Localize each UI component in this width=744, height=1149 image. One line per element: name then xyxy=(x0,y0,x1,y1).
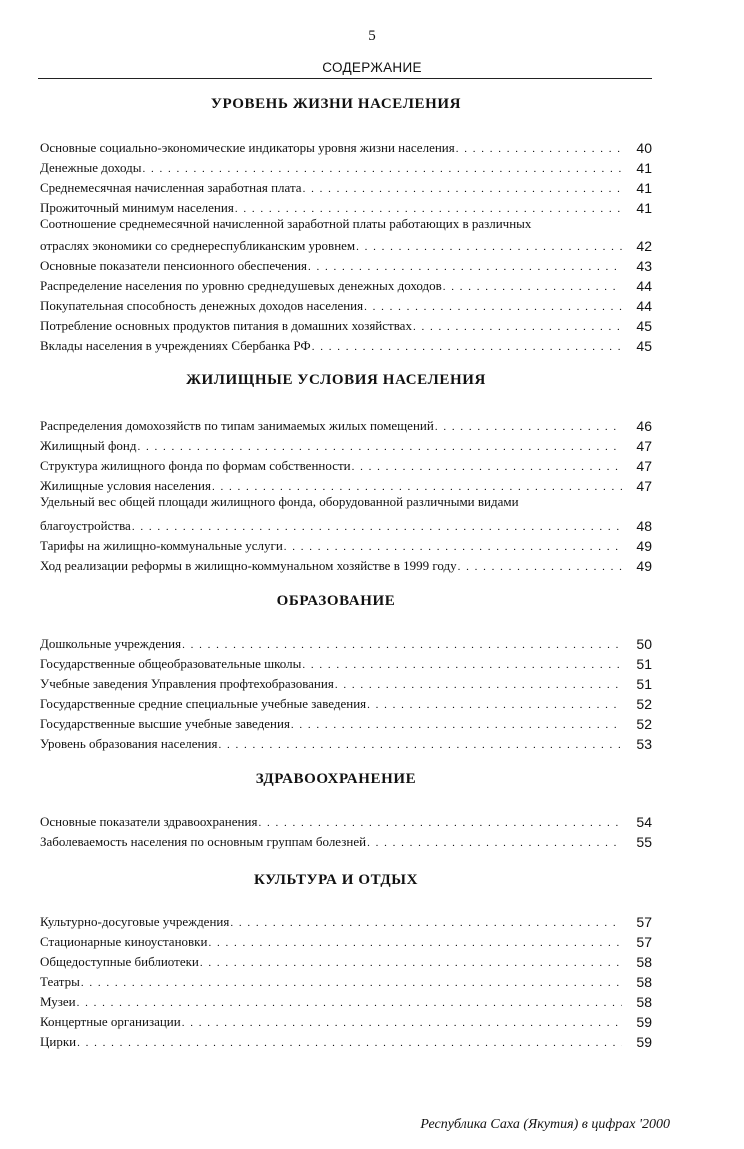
toc-entry[interactable] xyxy=(40,196,652,216)
contents-title: СОДЕРЖАНИЕ xyxy=(322,60,422,75)
toc-entry[interactable] xyxy=(40,732,652,752)
toc-entry-page: 41 xyxy=(636,160,652,176)
dot-leader xyxy=(302,658,622,672)
section-heading-housing: ЖИЛИЩНЫЕ УСЛОВИЯ НАСЕЛЕНИЯ xyxy=(186,372,486,388)
toc-entry[interactable] xyxy=(40,810,652,830)
dot-leader xyxy=(218,738,622,752)
toc-entry-title: Заболеваемость населения по основным группам болезней xyxy=(40,834,367,849)
toc-entry[interactable] xyxy=(40,156,652,176)
toc-entry[interactable] xyxy=(40,414,652,434)
toc-entry-title: Среднемесячная начисленная заработная плата xyxy=(40,180,302,195)
toc-entry[interactable] xyxy=(40,1010,652,1030)
toc-entry-page: 46 xyxy=(636,418,652,434)
toc-entry-title: Концертные организации xyxy=(40,1014,181,1029)
toc-entry-page: 58 xyxy=(636,974,652,990)
toc-entry-title: Театры xyxy=(40,974,80,989)
toc-entry-page: 47 xyxy=(636,458,652,474)
toc-entry-page: 57 xyxy=(636,914,652,930)
dot-leader xyxy=(443,280,622,294)
toc-entry-page: 52 xyxy=(636,716,652,732)
toc-entry-title: Структура жилищного фонда по формам собственности xyxy=(40,458,351,473)
toc-entry-page: 41 xyxy=(636,180,652,196)
toc-entry[interactable] xyxy=(40,234,652,254)
toc-entry-page: 45 xyxy=(636,318,652,334)
toc-entry-title: Государственные средние специальные учебные заведения xyxy=(40,696,367,711)
section-heading-education: ОБРАЗОВАНИЕ xyxy=(276,593,396,609)
dot-leader xyxy=(335,678,622,692)
footer-publication: Республика Саха (Якутия) в цифрах '2000 xyxy=(420,1117,670,1132)
toc-entry-page: 49 xyxy=(636,558,652,574)
dot-leader xyxy=(137,440,622,454)
toc-entry[interactable] xyxy=(40,534,652,554)
dot-leader xyxy=(182,1016,622,1030)
toc-entry[interactable] xyxy=(40,554,652,574)
toc-entry[interactable] xyxy=(40,216,652,236)
toc-entry-title: Жилищные условия населения xyxy=(40,478,211,493)
toc-entry-page: 48 xyxy=(636,518,652,534)
page-number: 5 xyxy=(368,28,376,44)
toc-entry-title: Уровень образования населения xyxy=(40,736,218,751)
toc-entry[interactable] xyxy=(40,632,652,652)
toc-entry-title: Государственные высшие учебные заведения xyxy=(40,716,290,731)
toc-entry-title: Основные социально-экономические индикаторы уровня жизни населения xyxy=(40,140,455,155)
header-rule xyxy=(38,78,652,79)
toc-entry[interactable] xyxy=(40,176,652,196)
section-heading-culture: КУЛЬТУРА И ОТДЫХ xyxy=(253,872,419,888)
toc-entry-page: 40 xyxy=(636,140,652,156)
toc-entry[interactable] xyxy=(40,514,652,534)
toc-entry-title: Основные показатели здравоохранения xyxy=(40,814,258,829)
dot-leader xyxy=(356,240,622,254)
toc-entry-page: 51 xyxy=(636,656,652,672)
dot-leader xyxy=(230,916,622,930)
dot-leader xyxy=(81,976,622,990)
dot-leader xyxy=(352,460,622,474)
toc-entry[interactable] xyxy=(40,454,652,474)
dot-leader xyxy=(200,956,622,970)
dot-leader xyxy=(367,836,622,850)
toc-entry-page: 58 xyxy=(636,994,652,1010)
dot-leader xyxy=(303,182,622,196)
dot-leader xyxy=(435,420,622,434)
toc-entry[interactable] xyxy=(40,692,652,712)
dot-leader xyxy=(367,698,622,712)
toc-entry[interactable] xyxy=(40,494,652,514)
toc-entry-page: 51 xyxy=(636,676,652,692)
toc-entry[interactable] xyxy=(40,274,652,294)
toc-entry-page: 53 xyxy=(636,736,652,752)
dot-leader xyxy=(212,480,622,494)
dot-leader xyxy=(456,142,622,156)
dot-leader xyxy=(258,816,622,830)
dot-leader xyxy=(77,996,622,1010)
toc-entry-title: Стационарные киноустановки xyxy=(40,934,208,949)
toc-entry-page: 47 xyxy=(636,438,652,454)
toc-entry-title: Тарифы на жилищно-коммунальные услуги xyxy=(40,538,283,553)
toc-entry-page: 58 xyxy=(636,954,652,970)
section-heading-living-standards: УРОВЕНЬ ЖИЗНИ НАСЕЛЕНИЯ xyxy=(210,96,462,112)
dot-leader xyxy=(312,340,622,354)
toc-entry-title: Культурно-досуговые учреждения xyxy=(40,914,230,929)
dot-leader xyxy=(413,320,622,334)
toc-entry-page: 54 xyxy=(636,814,652,830)
toc-entry[interactable] xyxy=(40,970,652,990)
toc-entry-page: 42 xyxy=(636,238,652,254)
dot-leader xyxy=(364,300,622,314)
toc-entry-page: 52 xyxy=(636,696,652,712)
toc-entry[interactable] xyxy=(40,434,652,454)
toc-entry[interactable] xyxy=(40,314,652,334)
toc-entry-title: отраслях экономики со среднереспубликанским уровнем xyxy=(40,238,356,253)
toc-entry-page: 44 xyxy=(636,278,652,294)
toc-entry[interactable] xyxy=(40,136,652,156)
toc-entry[interactable] xyxy=(40,254,652,274)
dot-leader xyxy=(77,1036,622,1050)
toc-entry-title: Основные показатели пенсионного обеспечения xyxy=(40,258,308,273)
dot-leader xyxy=(132,520,622,534)
toc-entry-page: 41 xyxy=(636,200,652,216)
toc-entry-page: 57 xyxy=(636,934,652,950)
toc-entry-page: 47 xyxy=(636,478,652,494)
toc-entry-page: 44 xyxy=(636,298,652,314)
toc-entry-page: 49 xyxy=(636,538,652,554)
toc-entry[interactable] xyxy=(40,652,652,672)
toc-entry-page: 50 xyxy=(636,636,652,652)
toc-entry-page: 59 xyxy=(636,1034,652,1050)
section-heading-healthcare: ЗДРАВООХРАНЕНИЕ xyxy=(255,771,417,787)
toc-entry-title: Дошкольные учреждения xyxy=(40,636,182,651)
toc-entry-title: Удельный вес общей площади жилищного фонда, оборудованной различными видами xyxy=(40,494,519,509)
dot-leader xyxy=(284,540,622,554)
toc-entry[interactable] xyxy=(40,930,652,950)
dot-leader xyxy=(291,718,622,732)
dot-leader xyxy=(458,560,622,574)
toc-entry-title: Денежные доходы xyxy=(40,160,142,175)
toc-entry[interactable] xyxy=(40,830,652,850)
toc-entry[interactable] xyxy=(40,712,652,732)
toc-entry-title: Распределения домохозяйств по типам занимаемых жилых помещений xyxy=(40,418,434,433)
toc-entry[interactable] xyxy=(40,294,652,314)
toc-entry[interactable] xyxy=(40,672,652,692)
toc-entry-page: 55 xyxy=(636,834,652,850)
toc-entry-title: Соотношение среднемесячной начисленной заработной платы работающих в различных xyxy=(40,216,532,231)
toc-entry-title: Цирки xyxy=(40,1034,77,1049)
toc-entry-title: Государственные общеобразовательные школы xyxy=(40,656,302,671)
toc-entry-title: Музеи xyxy=(40,994,76,1009)
toc-entry-title: Ход реализации реформы в жилищно-коммунальном хозяйстве в 1999 году xyxy=(40,558,457,573)
toc-entry[interactable] xyxy=(40,334,652,354)
dot-leader xyxy=(182,638,622,652)
toc-entry[interactable] xyxy=(40,910,652,930)
dot-leader xyxy=(143,162,623,176)
toc-entry-title: Распределение населения по уровню среднедушевых денежных доходов xyxy=(40,278,442,293)
dot-leader xyxy=(235,202,622,216)
toc-entry[interactable] xyxy=(40,474,652,494)
toc-entry-page: 43 xyxy=(636,258,652,274)
toc-entry-title: Покупательная способность денежных доходов населения xyxy=(40,298,364,313)
toc-entry-title: Вклады населения в учреждениях Сбербанка РФ xyxy=(40,338,311,353)
toc-entry-title: Прожиточный минимум населения xyxy=(40,200,234,215)
toc-entry-title: Жилищный фонд xyxy=(40,438,137,453)
toc-entry[interactable] xyxy=(40,950,652,970)
toc-entry-title: Потребление основных продуктов питания в домашних хозяйствах xyxy=(40,318,412,333)
dot-leader xyxy=(208,936,622,950)
toc-entry-page: 59 xyxy=(636,1014,652,1030)
dot-leader xyxy=(308,260,622,274)
toc-entry[interactable] xyxy=(40,990,652,1010)
toc-entry-title: Общедоступные библиотеки xyxy=(40,954,199,969)
toc-entry[interactable] xyxy=(40,1030,652,1050)
toc-entry-title: Учебные заведения Управления профтехобразования xyxy=(40,676,334,691)
toc-entry-page: 45 xyxy=(636,338,652,354)
toc-entry-title: благоустройства xyxy=(40,518,131,533)
